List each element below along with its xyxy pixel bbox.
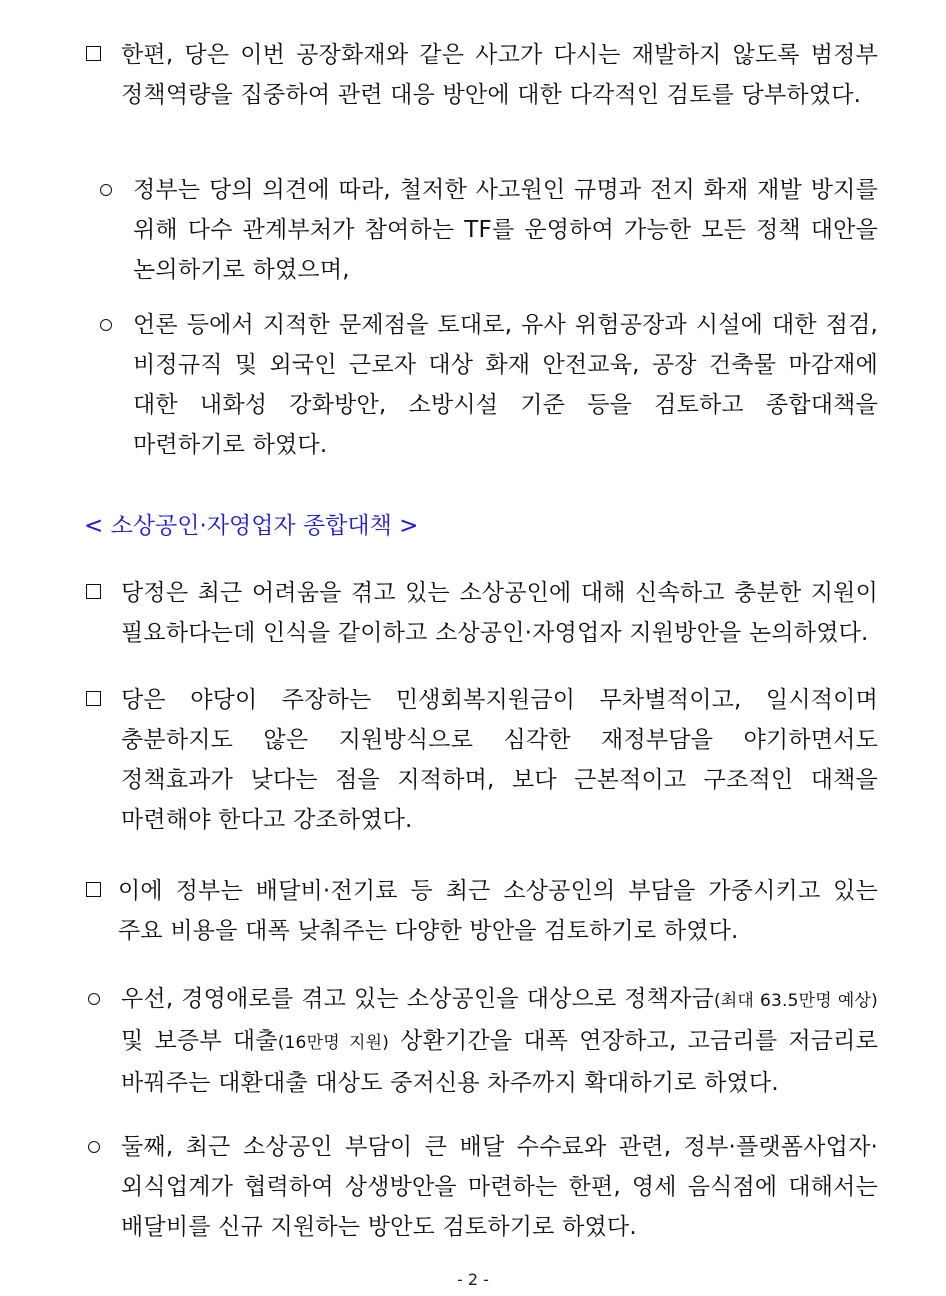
- paragraph-circle-3-part-a: 우선, 경영애로를 겪고 있는 소상공인을 대상으로 정책자금: [121, 986, 714, 1012]
- page-number: - 2 -: [457, 1270, 489, 1289]
- guarantee-loan-note: (16만명 지원): [277, 1033, 390, 1053]
- paragraph-box-2: 당정은 최근 어려움을 겪고 있는 소상공인에 대해 신속하고 충분한 지원이 필요하다는데 인식을 같이하고 소상공인·자영업자 지원방안을 논의하였다.: [121, 580, 878, 646]
- circle-bullet-icon: [88, 993, 100, 1005]
- paragraph-circle-4: 둘째, 최근 소상공인 부담이 큰 배달 수수료와 관련, 정부·플랫폼사업자·외식업계가 협력하여 상생방안을 마련하는 한편, 영세 음식점에 대해서는 배달비를 신규 지원하는 방안도 검토하기로 하였다.: [121, 1134, 878, 1240]
- checkbox-bullet-icon: [86, 691, 101, 706]
- paragraph-circle-2: 언론 등에서 지적한 문제점을 토대로, 유사 위험공장과 시설에 대한 점검, 비정규직 및 외국인 근로자 대상 화재 안전교육, 공장 건축물 마감재에 대한 내화성 강화방안, 소방시설 기준 등을 검토하고 종합대책을 마련하기로 하였다.: [133, 312, 878, 458]
- paragraph-box-3: 당은 야당이 주장하는 민생회복지원금이 무차별적이고, 일시적이며 충분하지도 않은 지원방식으로 심각한 재정부담을 야기하면서도 정책효과가 낮다는 점을 지적하며, 보다 근본적이고 구조적인 대책을 마련해야 한다고 강조하였다.: [121, 687, 878, 833]
- paragraph-circle-3-part-b: 및 보증부 대출: [121, 1028, 278, 1054]
- checkbox-bullet-icon: [86, 584, 101, 599]
- checkbox-bullet-icon: [86, 46, 101, 61]
- circle-bullet-icon: [88, 1141, 100, 1153]
- circle-bullet-icon: [100, 319, 112, 331]
- circle-bullet-icon: [100, 184, 112, 196]
- section-title: < 소상공인·자영업자 종합대책 >: [84, 513, 419, 539]
- paragraph-box-1: 한편, 당은 이번 공장화재와 같은 사고가 다시는 재발하지 않도록 범정부 정책역량을 집중하여 관련 대응 방안에 대한 다각적인 검토를 당부하였다.: [121, 42, 878, 108]
- paragraph-circle-3: [121, 979, 878, 1103]
- checkbox-bullet-icon: [86, 882, 101, 897]
- paragraph-circle-1: 정부는 당의 의견에 따라, 철저한 사고원인 규명과 전지 화재 재발 방지를 위해 다수 관계부처가 참여하는 TF를 운영하여 가능한 모든 정책 대안을 논의하기로 하였으며,: [133, 177, 878, 283]
- paragraph-box-4: 이에 정부는 배달비·전기료 등 최근 소상공인의 부담을 가중시키고 있는 주요 비용을 대폭 낮춰주는 다양한 방안을 검토하기로 하였다.: [118, 878, 878, 944]
- paragraph-circle-3-part-c: 상환기간을 대폭 연장하고, 고금리를 저금리로 바꿔주는 대환대출 대상도 중저신용 차주까지 확대하기로 하였다.: [121, 1028, 878, 1096]
- policy-fund-note: (최대 63.5만명 예상): [713, 991, 878, 1011]
